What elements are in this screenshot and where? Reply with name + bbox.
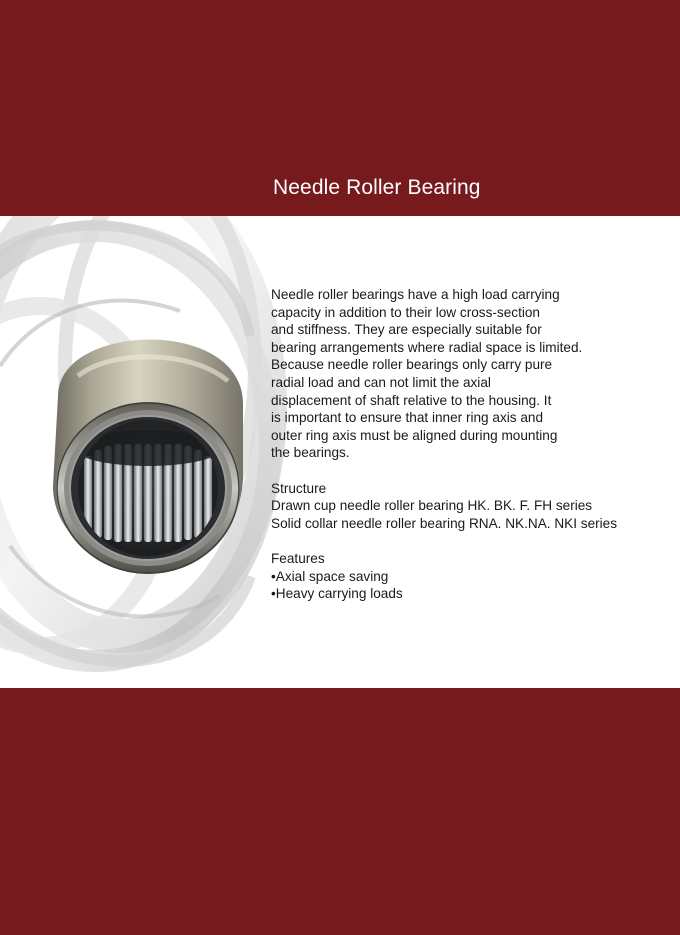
features-section bbox=[271, 550, 671, 603]
bearing-description bbox=[271, 286, 671, 603]
feature-item: •Heavy carrying loads bbox=[271, 586, 403, 602]
structure-section bbox=[271, 480, 671, 533]
description-line: is important to ensure that inner ring axis and bbox=[271, 410, 544, 426]
spacer bbox=[271, 532, 671, 550]
content-panel bbox=[0, 216, 680, 688]
description-line: and stiffness. They are especially suitable for bbox=[271, 322, 542, 338]
structure-heading: Structure bbox=[271, 480, 327, 496]
bottom-banner bbox=[0, 688, 680, 935]
page-title: Needle Roller Bearing bbox=[273, 176, 481, 199]
description-line: capacity in addition to their low cross-section bbox=[271, 304, 540, 320]
structure-item: Solid collar needle roller bearing RNA. NK.NA. NKI series bbox=[271, 515, 618, 531]
description-line: Because needle roller bearings only carry pure bbox=[271, 357, 553, 373]
description-line: radial load and can not limit the axial bbox=[271, 374, 491, 390]
description-line: Needle roller bearings have a high load carrying bbox=[271, 287, 560, 302]
spacer bbox=[271, 462, 671, 480]
description-paragraph bbox=[271, 286, 671, 462]
description-line: bearing arrangements where radial space is limited. bbox=[271, 339, 583, 355]
description-line: the bearings. bbox=[271, 445, 350, 461]
description-line: displacement of shaft relative to the housing. It bbox=[271, 392, 552, 408]
feature-item: •Axial space saving bbox=[271, 568, 389, 584]
description-line: outer ring axis must be aligned during mounting bbox=[271, 427, 558, 443]
needle-roller-bearing-photo bbox=[38, 326, 253, 576]
features-heading: Features bbox=[271, 550, 325, 566]
structure-item: Drawn cup needle roller bearing HK. BK. F. FH series bbox=[271, 498, 593, 514]
